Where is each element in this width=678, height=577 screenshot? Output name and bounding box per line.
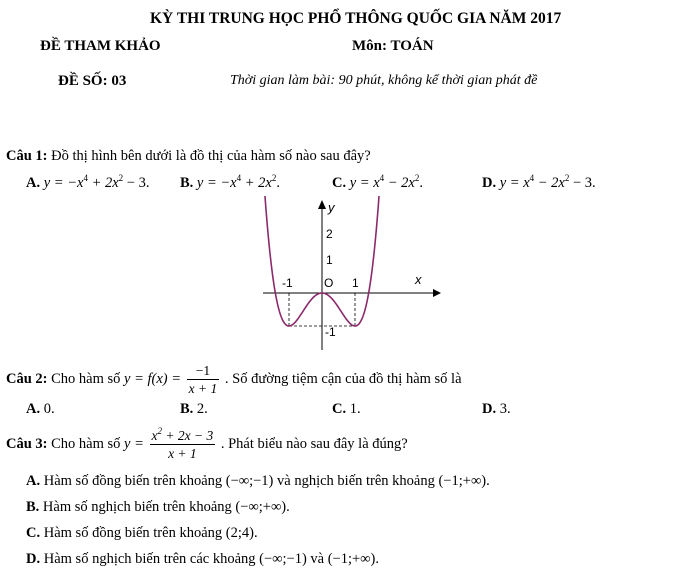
q1-option-a[interactable] bbox=[26, 175, 149, 192]
q2-option-b[interactable] bbox=[180, 401, 208, 418]
q3-option-c-label: C. bbox=[26, 525, 41, 541]
q1-option-c-exp2: 2 bbox=[414, 173, 420, 183]
q1-option-b-label: B. bbox=[180, 175, 194, 191]
q1-option-b-expr: y = −x bbox=[196, 175, 237, 191]
q1-option-a-expr2: + 2x bbox=[87, 175, 119, 191]
question-1-label: Câu 1: bbox=[6, 148, 48, 164]
tick-y-1: 1 bbox=[326, 253, 333, 267]
tick-x-neg1: -1 bbox=[282, 276, 293, 290]
q1-option-a-exp2: 2 bbox=[118, 173, 124, 183]
question-3 bbox=[6, 427, 408, 462]
q2-option-d-label: D. bbox=[482, 401, 497, 417]
q3-option-d-label: D. bbox=[26, 551, 41, 567]
question-3-fraction bbox=[150, 427, 216, 462]
q2-option-c-text: 1. bbox=[349, 401, 361, 417]
q1-option-d[interactable] bbox=[482, 175, 596, 192]
q3-option-b-label: B. bbox=[26, 499, 40, 515]
q1-option-b-expr2: + 2x bbox=[241, 175, 272, 191]
q3-option-a-text: Hàm số đồng biến trên khoảng (−∞;−1) và nghịch biến trên khoảng (−1;+∞). bbox=[43, 473, 490, 489]
q2-option-c[interactable] bbox=[332, 401, 361, 418]
q1-option-a-label: A. bbox=[26, 175, 41, 191]
q1-option-b-exp2: 2 bbox=[271, 173, 277, 183]
tick-y-2: 2 bbox=[326, 227, 333, 241]
question-2-prefix: Cho hàm số bbox=[51, 370, 121, 387]
x-axis-arrow bbox=[433, 289, 441, 297]
question-2 bbox=[6, 362, 462, 397]
q1-option-c-expr: y = x bbox=[349, 175, 380, 191]
question-3-suffix: . Phát biểu nào sau đây là đúng? bbox=[220, 435, 408, 452]
q2-option-d[interactable] bbox=[482, 401, 511, 418]
q2-option-d-text: 3. bbox=[499, 401, 511, 417]
question-1 bbox=[6, 148, 371, 165]
q3-option-a-label: A. bbox=[26, 473, 41, 489]
q1-option-d-exp2: 2 bbox=[564, 173, 570, 183]
question-2-label: Câu 2: bbox=[6, 370, 48, 387]
q3-num-exp: 2 bbox=[157, 426, 163, 436]
question-2-fraction bbox=[187, 362, 220, 397]
question-3-denominator: x + 1 bbox=[168, 446, 197, 461]
tick-y-neg1: -1 bbox=[325, 325, 336, 339]
q1-function-graph bbox=[255, 196, 445, 354]
q1-option-a-expr3: − 3. bbox=[123, 175, 150, 191]
subject-label: Môn: TOÁN bbox=[352, 38, 434, 54]
q3-option-b[interactable] bbox=[26, 499, 290, 516]
q2-option-a-label: A. bbox=[26, 401, 41, 417]
q1-option-c-expr3: . bbox=[419, 175, 423, 191]
q1-option-c-expr2: − 2x bbox=[384, 175, 415, 191]
q1-option-d-label: D. bbox=[482, 175, 497, 191]
q1-option-a-exp1: 4 bbox=[83, 173, 88, 183]
question-2-numerator: −1 bbox=[187, 362, 220, 380]
q1-option-d-expr2: − 2x bbox=[534, 175, 565, 191]
q3-num-base: x bbox=[151, 428, 158, 443]
y-axis-arrow bbox=[318, 200, 326, 209]
question-2-denominator: x + 1 bbox=[188, 381, 218, 396]
q3-option-a[interactable] bbox=[26, 473, 490, 490]
q2-option-b-text: 2. bbox=[196, 401, 208, 417]
q3-num-rest: + 2x − 3 bbox=[162, 428, 214, 443]
q1-option-d-expr3: − 3. bbox=[569, 175, 596, 191]
reference-label: ĐỀ THAM KHẢO bbox=[40, 38, 161, 54]
exam-title: KỲ THI TRUNG HỌC PHỔ THÔNG QUỐC GIA NĂM 2017 bbox=[150, 10, 562, 27]
exam-code: ĐỀ SỐ: 03 bbox=[58, 73, 127, 89]
q1-option-d-expr: y = x bbox=[499, 175, 530, 191]
question-2-suffix: . Số đường tiệm cận của đồ thị hàm số là bbox=[224, 370, 462, 387]
question-3-label: Câu 3: bbox=[6, 435, 48, 452]
q1-option-c[interactable] bbox=[332, 175, 423, 192]
q1-option-d-exp1: 4 bbox=[529, 173, 535, 183]
x-axis-label: x bbox=[415, 272, 422, 287]
q2-option-c-label: C. bbox=[332, 401, 347, 417]
q3-option-c[interactable] bbox=[26, 525, 258, 542]
q1-option-b-expr3: . bbox=[276, 175, 280, 191]
question-3-prefix: Cho hàm số bbox=[51, 435, 121, 452]
q3-option-b-text: Hàm số nghịch biến trên khoảng (−∞;+∞). bbox=[42, 499, 290, 515]
q3-option-d-text: Hàm số nghịch biến trên các khoảng (−∞;−1) và (−1;+∞). bbox=[43, 551, 379, 567]
tick-x-1: 1 bbox=[352, 276, 359, 290]
q1-option-b-exp1: 4 bbox=[236, 173, 242, 183]
time-note: Thời gian làm bài: 90 phút, không kể thời gian phát đề bbox=[230, 73, 538, 88]
q2-option-a[interactable] bbox=[26, 401, 55, 418]
q1-option-c-label: C. bbox=[332, 175, 347, 191]
q3-option-d[interactable] bbox=[26, 551, 379, 568]
q3-option-c-text: Hàm số đồng biến trên khoảng (2;4). bbox=[43, 525, 258, 541]
q1-option-c-exp1: 4 bbox=[379, 173, 385, 183]
y-axis-label: y bbox=[328, 200, 335, 215]
q1-option-a-expr: y = −x bbox=[43, 175, 84, 191]
q2-option-b-label: B. bbox=[180, 401, 194, 417]
q1-option-b[interactable] bbox=[180, 175, 280, 192]
question-1-text: Đồ thị hình bên dưới là đồ thị của hàm số nào sau đây? bbox=[51, 148, 371, 164]
question-3-lhs: y = bbox=[124, 435, 144, 452]
question-3-numerator bbox=[150, 427, 216, 445]
q2-option-a-text: 0. bbox=[43, 401, 55, 417]
origin-label: O bbox=[324, 276, 334, 290]
question-2-lhs: y = f(x) = bbox=[124, 370, 182, 387]
